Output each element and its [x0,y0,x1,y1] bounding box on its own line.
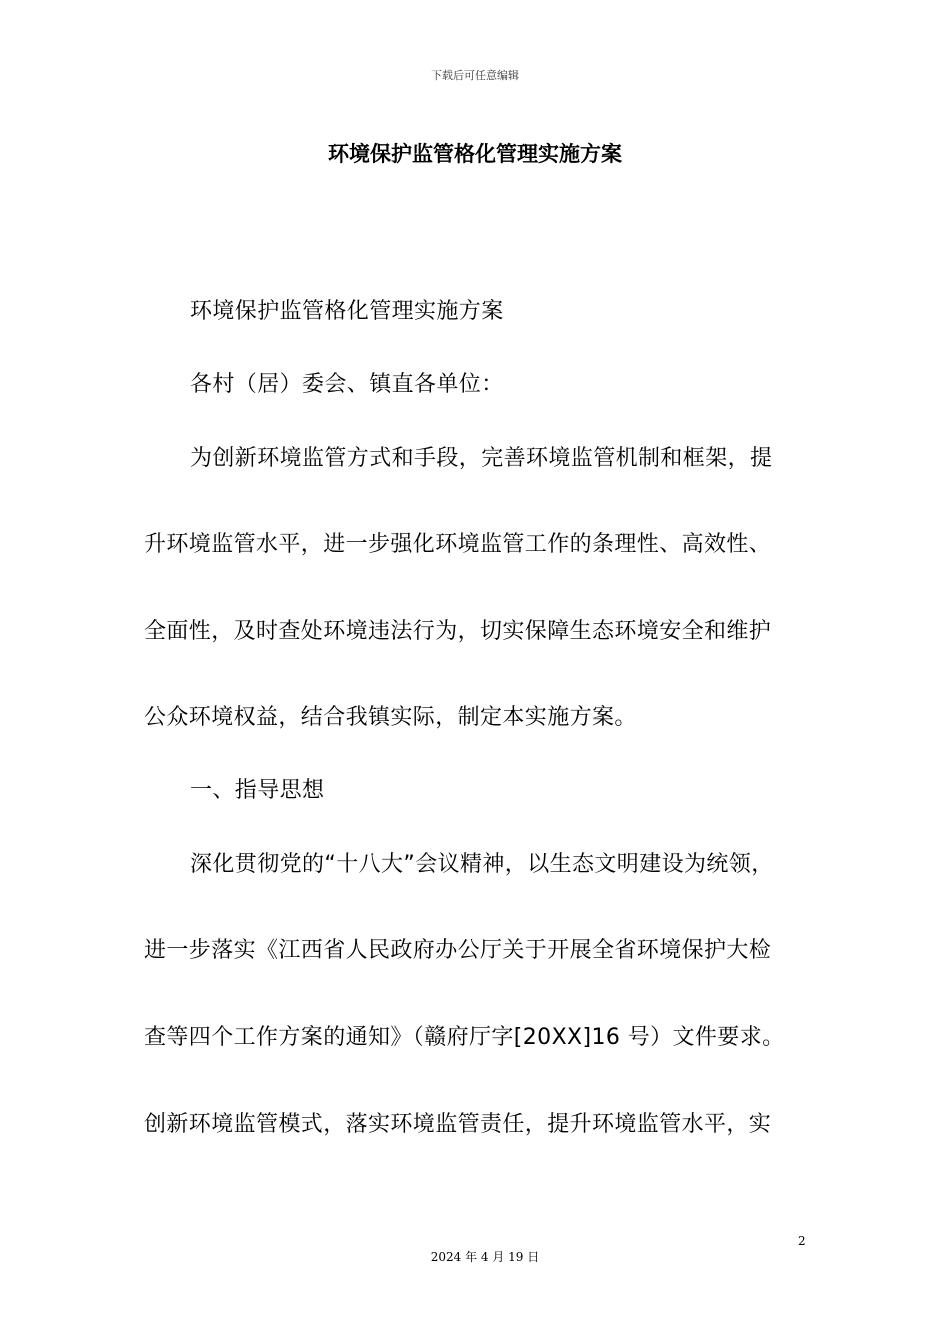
paragraph-line: 为创新环境监管方式和手段，完善环境监管机制和框架，提 [190,446,773,471]
footer-date: 2024 年 4 月 19 日 [430,1250,540,1264]
paragraph-salutation: 各村（居）委会、镇直各单位： [190,372,504,397]
paragraph-line: 公众环境权益，结合我镇实际，制定本实施方案。 [144,705,637,730]
paragraph-line: 深化贯彻党的“十八大”会议精神，以生态文明建设为统领， [190,852,774,877]
paragraph-line: 全面性，及时查处环境违法行为，切实保障生态环境安全和维护 [144,619,772,644]
paragraph-line: 创新环境监管模式，落实环境监管责任，提升环境监管水平，实 [144,1112,772,1137]
header-note: 下载后可任意编辑 [431,69,519,82]
paragraph-line: 升环境监管水平，进一步强化环境监管工作的条理性、高效性、 [144,532,772,557]
paragraph-line: 进一步落实《江西省人民政府办公厅关于开展全省环境保护大检 [144,938,772,963]
paragraph-line: 查等四个工作方案的通知》（赣府厅字[20XX]16 号）文件要求。 [144,1025,785,1050]
section-heading: 一、指导思想 [190,778,325,803]
page-number: 2 [798,1234,806,1248]
paragraph-subtitle: 环境保护监管格化管理实施方案 [190,299,504,324]
document-title: 环境保护监管格化管理实施方案 [328,142,622,166]
